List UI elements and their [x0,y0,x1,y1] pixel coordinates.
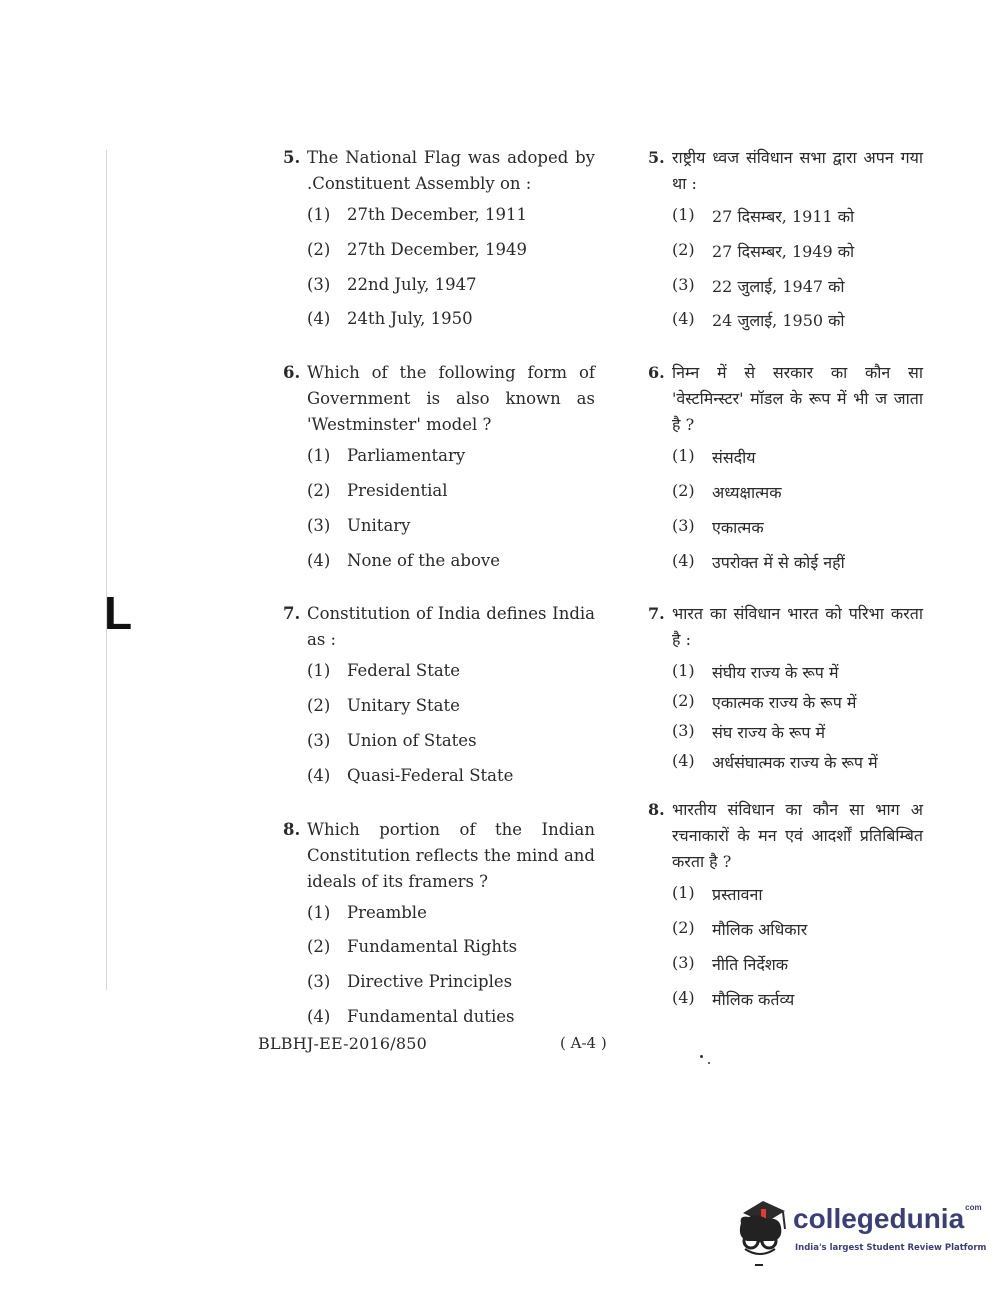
question-8-hi [648,797,923,1022]
logo-name: collegedunia [793,1203,965,1234]
collegedunia-logo [733,1195,987,1275]
option-text: संसदीय [712,448,756,468]
option-text: संघ राज्य के रूप में [712,723,826,743]
option-number: (1) [672,661,695,681]
question-6-hi [648,360,923,585]
option [283,937,595,972]
option-number: (3) [672,274,695,294]
option-text: एकात्मक [712,517,764,537]
mascot-icon [733,1195,793,1273]
option-number: (4) [307,309,331,329]
option-number: (1) [672,205,695,224]
option [648,883,923,918]
option-number: (4) [307,765,331,785]
option-number: (1) [672,883,695,903]
option [648,751,923,781]
option [283,766,595,801]
option [648,240,923,275]
question-text: Which of the following form of Government is also known as 'Westminster' model ? [307,363,595,435]
option-number: (3) [672,515,695,535]
option-number: (2) [672,239,695,259]
option-text: Presidential [347,480,448,500]
option-number: (3) [307,274,331,294]
option-number: (1) [307,446,331,466]
option-text: Fundamental Rights [347,937,518,957]
option [648,691,923,721]
option-number: (2) [672,480,695,500]
option [648,988,923,1023]
option-text: None of the above [347,550,500,570]
question-number: 5. [283,148,301,167]
option-text: Directive Principles [347,972,513,992]
option [283,446,595,481]
question-7-hi [648,601,923,781]
option-text: Quasi-Federal State [347,765,514,785]
option-text: 27th December, 1911 [347,205,528,224]
option-text: 24th July, 1950 [347,309,473,329]
logo-sup: com [965,1203,982,1212]
option [283,205,595,240]
option [283,309,595,344]
question-text: निम्न में से सरकार का कौन सा 'वेस्टमिन्स्टर' मॉडल के रूप में भी ज जाता है ? [672,363,923,435]
option-text: Unitary State [347,696,460,716]
option-number: (1) [672,446,695,466]
option [648,953,923,988]
option-text: 27 दिसम्बर, 1949 को [712,241,855,261]
option [283,661,595,696]
question-number: 5. [648,148,665,167]
question-number: 8. [283,819,301,839]
option [648,551,923,586]
option-text: 27th December, 1949 [347,239,528,259]
option [648,481,923,516]
question-number: 6. [283,363,301,383]
option-text: 22nd July, 1947 [347,274,477,294]
option [648,446,923,481]
option-number: (1) [307,661,331,681]
option [283,696,595,731]
option-text: Federal State [347,661,461,681]
question-text: भारत का संविधान भारत को परिभा करता है : [672,604,923,650]
option [283,275,595,310]
option-text: 27 दिसम्बर, 1911 को [712,207,855,226]
option [648,661,923,691]
option-number: (4) [672,987,695,1007]
option [648,275,923,310]
option [648,205,923,240]
scan-margin-line [106,150,107,990]
option-text: अध्यक्षात्मक [712,482,782,502]
question-text: राष्ट्रीय ध्वज संविधान सभा द्वारा अपन गया था : [672,148,923,193]
hindi-column [648,145,923,1039]
option-text: एकात्मक राज्य के रूप में [712,693,857,713]
option-number: (3) [307,730,331,750]
option-number: (3) [672,721,695,741]
option-number: (2) [307,696,331,716]
option-number: (2) [307,937,331,957]
option-number: (4) [307,1006,331,1026]
question-8-en [283,817,595,1042]
option-number: (2) [672,918,695,938]
option-number: (3) [307,515,331,535]
option-text: Parliamentary [347,446,466,466]
option [283,481,595,516]
margin-mark: L [104,587,131,639]
option-number: (4) [672,309,695,329]
option-text: उपरोक्त में से कोई नहीं [712,552,845,572]
option-text: Fundamental duties [347,1006,515,1026]
option-text: 22 जुलाई, 1947 को [712,276,845,296]
option-number: (4) [307,550,331,570]
option-text: मौलिक कर्तव्य [712,989,795,1009]
option [283,551,595,586]
option-text: Preamble [347,902,427,922]
option [648,721,923,751]
option-number: (3) [307,972,331,992]
page-number: ( A-4 ) [560,1034,607,1052]
option [283,972,595,1007]
question-number: 8. [648,800,665,820]
option-number: (2) [307,239,331,259]
option-text: Unitary [347,515,411,535]
option [648,516,923,551]
option-text: प्रस्तावना [712,885,763,905]
option [283,516,595,551]
option-text: 24 जुलाई, 1950 को [712,311,845,331]
option [283,731,595,766]
english-column [283,145,595,1058]
option-number: (1) [307,902,331,922]
option-number: (2) [672,691,695,711]
question-6-en [283,360,595,585]
question-7-en [283,601,595,800]
option [283,240,595,275]
option-number: (4) [672,751,695,771]
option-text: नीति निर्देशक [712,954,789,974]
option-text: अर्धसंघात्मक राज्य के रूप में [712,753,878,773]
option-text: Union of States [347,730,477,750]
option-number: (2) [307,480,331,500]
option-text: मौलिक अधिकार [712,920,808,940]
logo-wordmark [793,1203,982,1235]
question-number: 7. [648,604,665,624]
scan-speck [700,1055,703,1058]
scan-speck [708,1062,710,1064]
question-5-hi [648,145,923,344]
question-5-en [283,145,595,344]
option-number: (1) [307,205,331,224]
paper-code: BLBHJ-EE-2016/850 [258,1034,428,1053]
option-number: (3) [672,952,695,972]
option-text: संघीय राज्य के रूप में [712,663,839,683]
question-text: Constitution of India defines India as : [307,604,595,650]
question-number: 7. [283,604,301,624]
option [648,309,923,344]
question-text: Which portion of the Indian Constitution reflects the mind and ideals of its framers ? [307,819,595,891]
option-number: (4) [672,550,695,570]
question-text: The National Flag was adoped by .Constituent Assembly on : [307,148,595,193]
option [283,903,595,938]
option [648,918,923,953]
logo-tagline: India's largest Student Review Platform [795,1243,987,1253]
question-number: 6. [648,363,665,383]
question-text: भारतीय संविधान का कौन सा भाग अ रचनाकारों के मन एवं आदर्शों प्रतिबिम्बित करता है ? [672,800,923,872]
